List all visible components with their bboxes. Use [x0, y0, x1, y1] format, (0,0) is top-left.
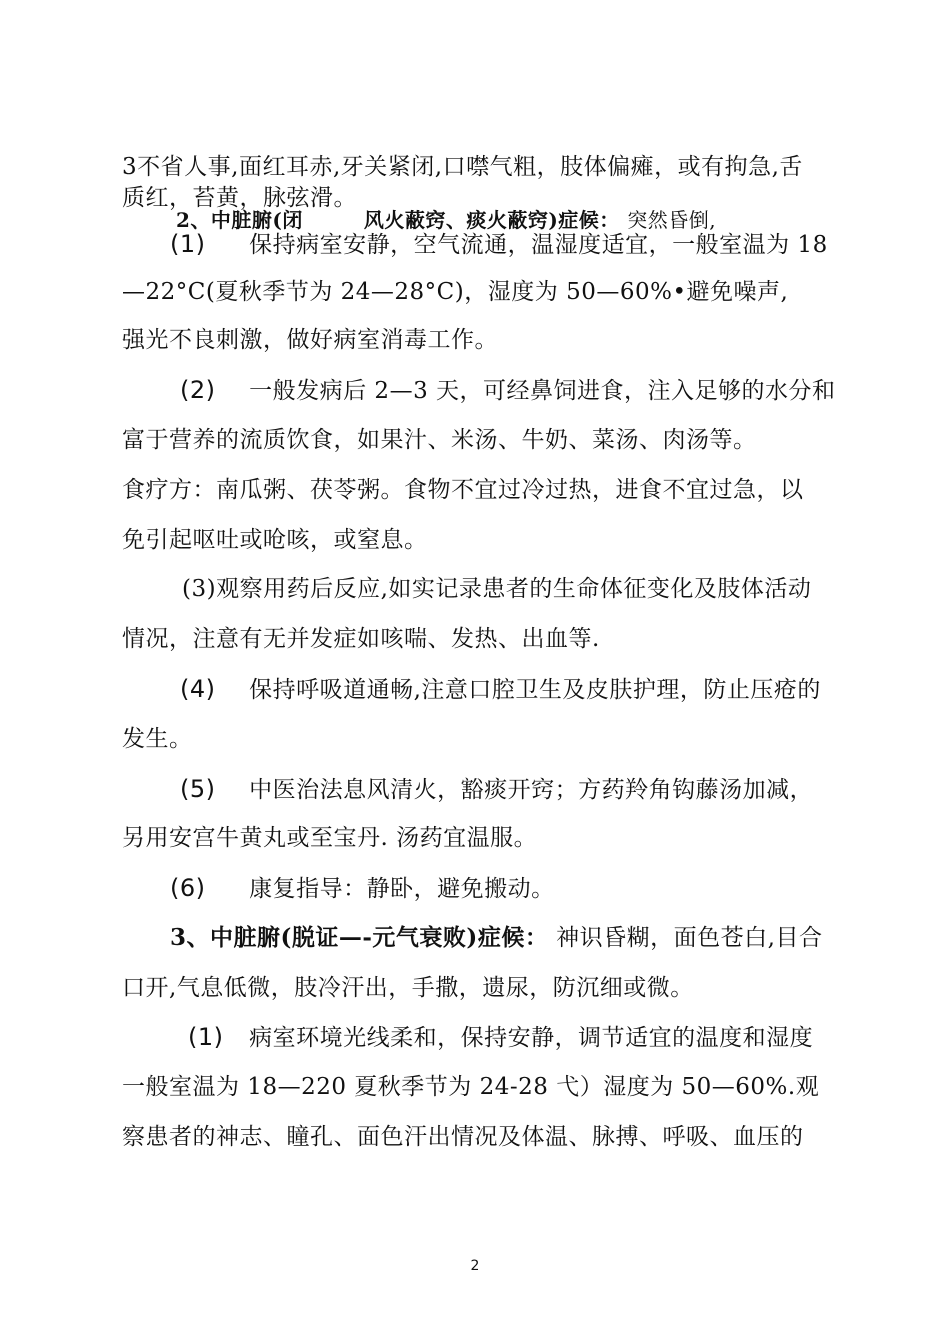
heading-text: 神识昏糊，面色苍白,目合: [556, 925, 823, 951]
item-text: 保持呼吸道通畅,注意口腔卫生及皮肤护理，防止压疮的: [249, 677, 821, 703]
page-number: 2: [470, 1258, 480, 1274]
text-line: 察患者的神志、瞳孔、面色汗出情况及体温、脉搏、呼吸、血压的: [122, 1124, 804, 1150]
item-number: (5): [180, 775, 216, 803]
text-line: [180, 774, 813, 805]
text-line: [180, 674, 821, 705]
item-text: 中医治法息风清火，豁痰开窍；方药羚角钩藤汤加减，: [249, 777, 814, 803]
text-line: [180, 375, 836, 406]
text-line: [170, 229, 828, 260]
heading-label: 2、中脏腑(闭: [176, 208, 303, 232]
item-number: (1): [170, 230, 206, 258]
item-text: 病室环境光线柔和，保持安静，调节适宜的温度和湿度: [249, 1025, 814, 1051]
text-line: 强光不良刺激，做好病室消毒工作。: [122, 327, 498, 353]
item-number: (4): [180, 675, 216, 703]
text-line: [188, 1022, 813, 1053]
text-line: 发生。: [122, 726, 193, 752]
text-line: 另用安宫牛黄丸或至宝丹. 汤药宜温服。: [122, 825, 538, 851]
item-text: 康复指导：静卧，避免搬动。: [249, 876, 555, 902]
item-number: (6): [170, 874, 206, 902]
item-number: (2): [180, 376, 216, 404]
heading-title: 3、中脏腑(脱证—-元气衰败)症候：: [170, 924, 549, 951]
text-line: 食疗方：南瓜粥、茯苓粥。食物不宜过冷过热，进食不宜过急，以: [122, 477, 804, 503]
text-line: 口开,气息低微，肢冷汗出，手撒，遗尿，防沉细或微。: [122, 975, 694, 1001]
text-line: 富于营养的流质饮食，如果汁、米汤、牛奶、菜汤、肉汤等。: [122, 427, 757, 453]
heading-text: 突然昏倒,: [627, 208, 717, 232]
text-line: (3)观察用药后反应,如实记录患者的生命体征变化及肢体活动: [182, 576, 812, 602]
text-line: —22°C(夏秋季节为 24—28°C)，湿度为 50—60%•避免噪声,: [122, 279, 789, 305]
text-line: 质红，苔黄，脉弦滑。: [122, 185, 357, 211]
item-text: 保持病室安静，空气流通，温湿度适宜，一般室温为 18: [249, 232, 828, 258]
text-line: [170, 873, 555, 904]
section-heading: [170, 923, 822, 953]
text-line: 免引起呕吐或呛咳，或窒息。: [122, 527, 428, 553]
item-text: 一般发病后 2—3 天，可经鼻饲进食，注入足够的水分和: [249, 378, 836, 404]
heading-title: 风火蔽窍、痰火蔽窍)症候：: [363, 208, 620, 232]
text-line: 一般室温为 18—220 夏秋季节为 24-28 弋）湿度为 50—60%.观: [122, 1074, 820, 1100]
item-number: (1): [188, 1023, 224, 1051]
text-line: 情况，注意有无并发症如咳喘、发热、出血等.: [122, 626, 600, 652]
text-line: 3不省人事,面红耳赤,牙关紧闭,口噤气粗，肢体偏瘫，或有拘急,舌: [122, 154, 803, 180]
